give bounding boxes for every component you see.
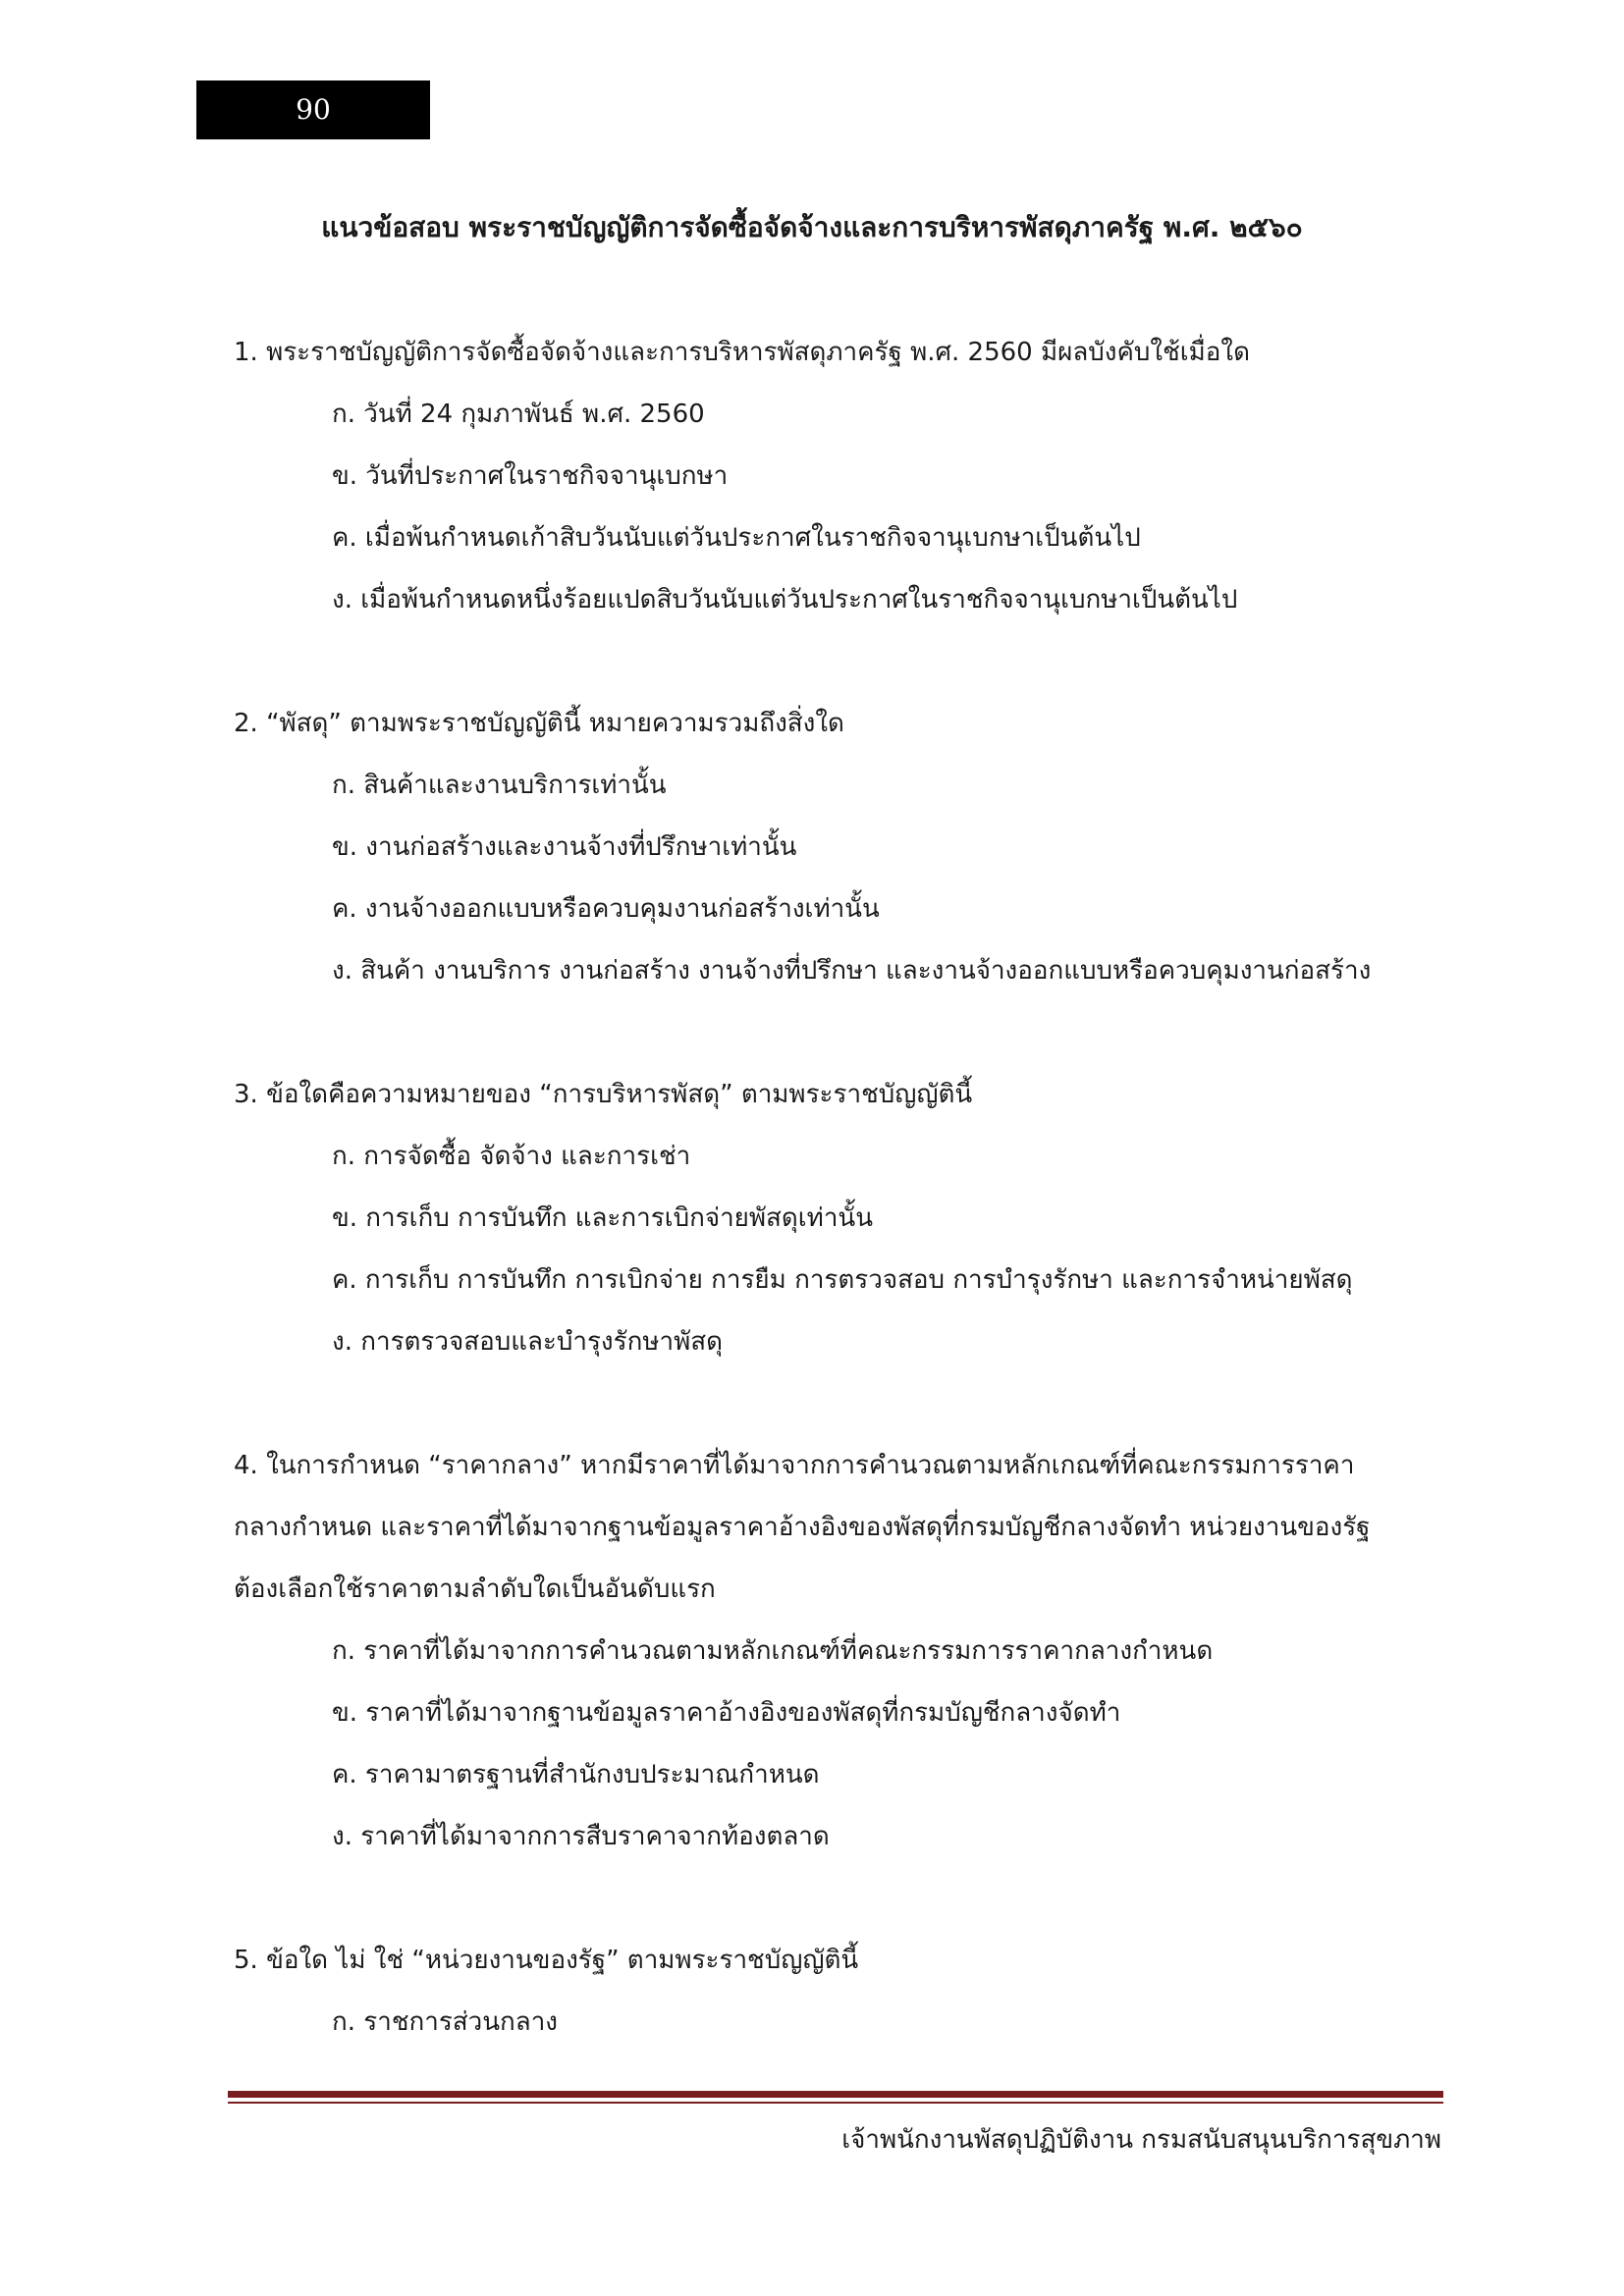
choice-c: ค. ราคามาตรฐานที่สำนักงบประมาณกำหนด (332, 1760, 820, 1789)
choice-d: ง. สินค้า งานบริการ งานก่อสร้าง งานจ้างที่ปรึกษา และงานจ้างออกแบบหรือควบคุมงานก่อสร้าง (332, 956, 1372, 986)
question-2 (234, 693, 1441, 1002)
choice-a: ก. การจัดซื้อ จัดจ้าง และการเช่า (332, 1142, 691, 1171)
question-text: 3. ข้อใดคือความหมายของ “การบริหารพัสดุ” ตามพระราชบัญญัตินี้ (234, 1080, 973, 1109)
question-text-line-2: กลางกำหนด และราคาที่ได้มาจากฐานข้อมูลราคาอ้างอิงของพัสดุที่กรมบัญชีกลางจัดทำ หน่วยงานของรัฐ (234, 1513, 1371, 1542)
question-5 (234, 1930, 1441, 2054)
choice-c: ค. เมื่อพ้นกำหนดเก้าสิบวันนับแต่วันประกาศในราชกิจจานุเบกษาเป็นต้นไป (332, 523, 1141, 553)
choice-a: ก. สินค้าและงานบริการเท่านั้น (332, 771, 667, 800)
question-4 (234, 1435, 1441, 1868)
question-text-line-3: ต้องเลือกใช้ราคาตามลำดับใดเป็นอันดับแรก (234, 1575, 716, 1604)
page-number: 90 (196, 80, 430, 139)
question-text-line-1: 4. ในการกำหนด “ราคากลาง” หากมีราคาที่ได้มาจากการคำนวณตามหลักเกณฑ์ที่คณะกรรมการราคา (234, 1451, 1355, 1480)
choice-d: ง. การตรวจสอบและบำรุงรักษาพัสดุ (332, 1327, 723, 1357)
choice-d: ง. เมื่อพ้นกำหนดหนึ่งร้อยแปดสิบวันนับแต่วันประกาศในราชกิจจานุเบกษาเป็นต้นไป (332, 585, 1238, 614)
footer-divider (228, 2091, 1443, 2098)
footer-divider-thin (228, 2102, 1443, 2104)
question-1 (234, 322, 1441, 631)
choice-b: ข. การเก็บ การบันทึก และการเบิกจ่ายพัสดุเท่านั้น (332, 1203, 873, 1233)
choice-b: ข. ราคาที่ได้มาจากฐานข้อมูลราคาอ้างอิงของพัสดุที่กรมบัญชีกลางจัดทำ (332, 1698, 1121, 1728)
choice-a: ก. ราคาที่ได้มาจากการคำนวณตามหลักเกณฑ์ที่คณะกรรมการราคากลางกำหนด (332, 1636, 1214, 1666)
choice-b: ข. งานก่อสร้างและงานจ้างที่ปรึกษาเท่านั้น (332, 832, 797, 862)
choice-c: ค. งานจ้างออกแบบหรือควบคุมงานก่อสร้างเท่านั้น (332, 894, 880, 924)
choice-a: ก. วันที่ 24 กุมภาพันธ์ พ.ศ. 2560 (332, 400, 705, 429)
document-title: แนวข้อสอบ พระราชบัญญัติการจัดซื้อจัดจ้างและการบริหารพัสดุภาครัฐ พ.ศ. ๒๕๖๐ (321, 211, 1303, 243)
question-list (234, 322, 1441, 2115)
question-3 (234, 1064, 1441, 1373)
question-text: 5. ข้อใด ไม่ ใช่ “หน่วยงานของรัฐ” ตามพระราชบัญญัตินี้ (234, 1946, 859, 1975)
choice-c: ค. การเก็บ การบันทึก การเบิกจ่าย การยืม การตรวจสอบ การบำรุงรักษา และการจำหน่ายพัสดุ (332, 1265, 1353, 1295)
choice-d: ง. ราคาที่ได้มาจากการสืบราคาจากท้องตลาด (332, 1822, 830, 1851)
question-text: 1. พระราชบัญญัติการจัดซื้อจัดจ้างและการบริหารพัสดุภาครัฐ พ.ศ. 2560 มีผลบังคับใช้เมื่อใด (234, 338, 1250, 367)
question-text: 2. “พัสดุ” ตามพระราชบัญญัตินี้ หมายความรวมถึงสิ่งใด (234, 709, 844, 738)
footer-department: เจ้าพนักงานพัสดุปฏิบัติงาน กรมสนับสนุนบริการสุขภาพ (841, 2125, 1441, 2155)
choice-a: ก. ราชการส่วนกลาง (332, 2007, 559, 2037)
choice-b: ข. วันที่ประกาศในราชกิจจานุเบกษา (332, 461, 729, 491)
